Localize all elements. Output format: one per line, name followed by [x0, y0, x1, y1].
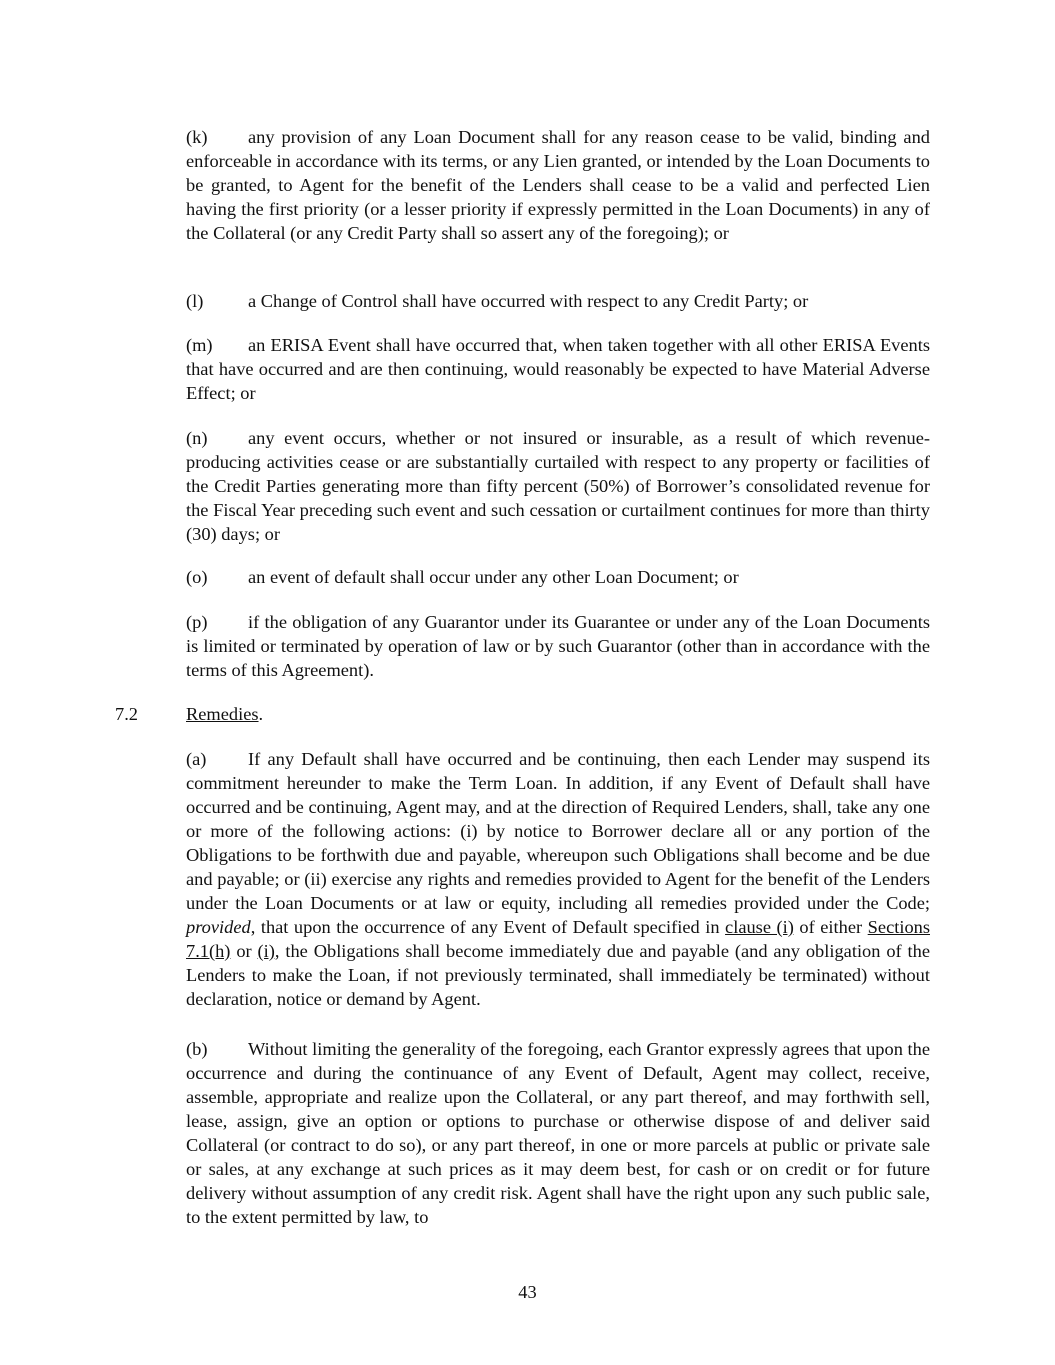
section-title: Remedies: [186, 704, 259, 724]
cross-reference: Sections 7.1(h): [186, 917, 930, 961]
clause-k: [186, 125, 930, 245]
clause-text: any event occurs, whether or not insured or insurable, as a result of which revenue-producing activities cease or are substantially curtailed with respect to any property or facilities of the Credit Parties generating more than fifty percent (50%) of Borrower’s consolidated revenue for the Fiscal Year preceding such event and such cessation or curtailment continues for more than thirty (30) days; or: [186, 428, 930, 544]
page-number: 43: [518, 1282, 537, 1302]
clause-text: Without limiting the generality of the foregoing, each Grantor expressly agrees that upon the occurrence and during the continuance of any Event of Default, Agent may collect, receive, assemble, appropriate and realize upon the Collateral, or any part thereof, and may forthwith sell, lease, assign, give an option or options to purchase or otherwise dispose of and deliver said Collateral (or contract to do so), or any part thereof, in one or more parcels at public or private sale or sales, at any exchange at such prices as it may deem best, for cash or on credit or for future delivery without assumption of any credit risk. Agent shall have the right upon any such public sale, to the extent permitted by law, to: [186, 1039, 930, 1227]
remedies-paragraph-b: [186, 1037, 930, 1229]
clause-text: an event of default shall occur under any other Loan Document; or: [248, 567, 739, 587]
emphasis-text: provided: [186, 917, 251, 937]
clause-text: an ERISA Event shall have occurred that, when taken together with all other ERISA Events that have occurred and are then continuing, would reasonably be expected to have Material Adverse Effect; or: [186, 335, 930, 403]
clause-label: (a): [186, 749, 207, 769]
clause-label: (n): [186, 428, 208, 448]
section-heading-7-2: [115, 702, 263, 726]
remedies-paragraph-a: [186, 747, 930, 1011]
clause-text: , that upon the occurrence of any Event of Default specified in: [250, 917, 726, 937]
section-number: 7.2: [115, 704, 138, 724]
clause-p: [186, 610, 930, 682]
cross-reference: clause (i): [725, 917, 794, 937]
clause-text: a Change of Control shall have occurred with respect to any Credit Party; or: [248, 291, 809, 311]
clause-text: or: [230, 941, 258, 961]
clause-text: any provision of any Loan Document shall for any reason cease to be valid, binding and enforceable in accordance with its terms, or any Lien granted, or intended by the Loan Documents to be granted, to Agent for the benefit of the Lenders shall cease to be a valid and perfected Lien having the first priority (or a lesser priority if expressly permitted in the Loan Documents) in any of the Collateral (or any Credit Party shall so assert any of the foregoing); or: [186, 127, 930, 243]
clause-text: of either: [793, 917, 868, 937]
clause-l: [186, 289, 930, 313]
clause-label: (b): [186, 1039, 208, 1059]
clause-text: If any Default shall have occurred and be continuing, then each Lender may suspend its commitment hereunder to make the Term Loan. In addition, if any Event of Default shall have occurred and be continuing, Agent may, and at the direction of Required Lenders, shall, take any one or more of the following actions: (i) by notice to Borrower declare all or any portion of the Obligations to be forthwith due and payable, whereupon such Obligations shall become and be due and payable; or (ii) exercise any rights and remedies provided to Agent for the benefit of the Lenders under the Loan Documents or at law or equity, including all remedies provided under the Code;: [186, 749, 930, 913]
cross-reference: (i): [257, 941, 275, 961]
clause-label: (o): [186, 567, 208, 587]
clause-label: (l): [186, 291, 204, 311]
clause-text: if the obligation of any Guarantor under its Guarantee or under any of the Loan Documents is limited or terminated by operation of law or by such Guarantor (other than in accordance with the terms of this Agreement).: [186, 612, 930, 680]
section-title-suffix: .: [258, 704, 264, 724]
clause-label: (k): [186, 127, 208, 147]
clause-label: (m): [186, 335, 213, 355]
clause-text: , the Obligations shall become immediately due and payable (and any obligation of the Lenders to make the Loan, if not previously terminated, shall immediately be terminated) without declaration, notice or demand by Agent.: [186, 941, 930, 1009]
clause-n: [186, 426, 930, 546]
clause-o: [186, 565, 930, 589]
clause-label: (p): [186, 612, 208, 632]
clause-m: [186, 333, 930, 405]
